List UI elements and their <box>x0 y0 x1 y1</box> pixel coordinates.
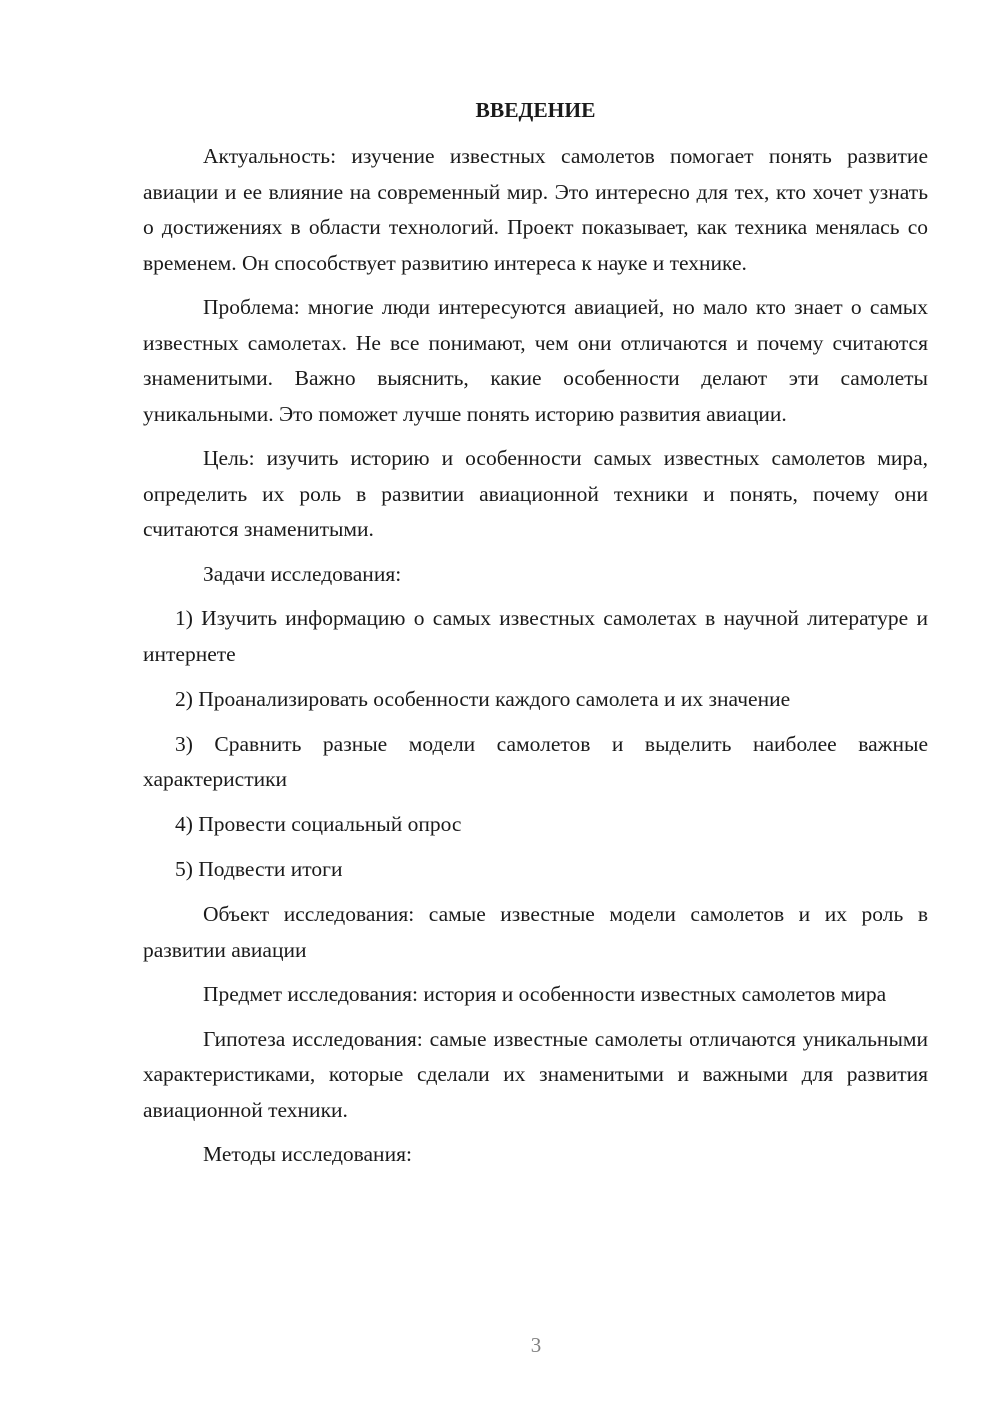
list-item: 2) Проанализировать особенности каждого самолета и их значение <box>175 686 791 711</box>
paragraph-problem: Проблема: многие люди интересуются авиацией, но мало кто знает о самых известных самолетах. Не все понимают, чем они отличаются и почему считаются знаменитыми. Важно выяснить, какие особенности делают эти самолеты уникальными. Это поможет лучше понять историю развития авиации. <box>143 295 928 426</box>
list-item: 1) Изучить информацию о самых известных самолетах в научной литературе и интернете <box>143 606 928 666</box>
page-number: 3 <box>530 1333 542 1357</box>
list-item: 3) Сравнить разные модели самолетов и выделить наиболее важные характеристики <box>143 731 928 791</box>
paragraph-relevance: Актуальность: изучение известных самолетов помогает понять развитие авиации и ее влияние на современный мир. Это интересно для тех, кто хочет узнать о достижениях в области технологий. Проект показывает, как техника менялась со временем. Он способствует развитию интереса к науке и технике. <box>143 144 928 275</box>
paragraph-object: Объект исследования: самые известные модели самолетов и их роль в развитии авиации <box>143 902 928 962</box>
list-item: 4) Провести социальный опрос <box>175 812 462 836</box>
paragraph-hypothesis: Гипотеза исследования: самые известные самолеты отличаются уникальными характеристиками, которые сделали их знаменитыми и важными для развития авиационной техники. <box>143 1026 928 1122</box>
paragraph-goal: Цель: изучить историю и особенности самых известных самолетов мира, определить их роль в развитии авиационной техники и понять, почему они считаются знаменитыми. <box>143 446 928 541</box>
list-item: 5) Подвести итоги <box>175 857 343 881</box>
tasks-heading: Задачи исследования: <box>203 561 402 586</box>
paragraph-subject: Предмет исследования: история и особенности известных самолетов мира <box>203 982 887 1006</box>
page-content <box>143 93 928 1182</box>
page-title: ВВЕДЕНИЕ <box>475 98 596 122</box>
methods-heading: Методы исследования: <box>203 1142 412 1166</box>
